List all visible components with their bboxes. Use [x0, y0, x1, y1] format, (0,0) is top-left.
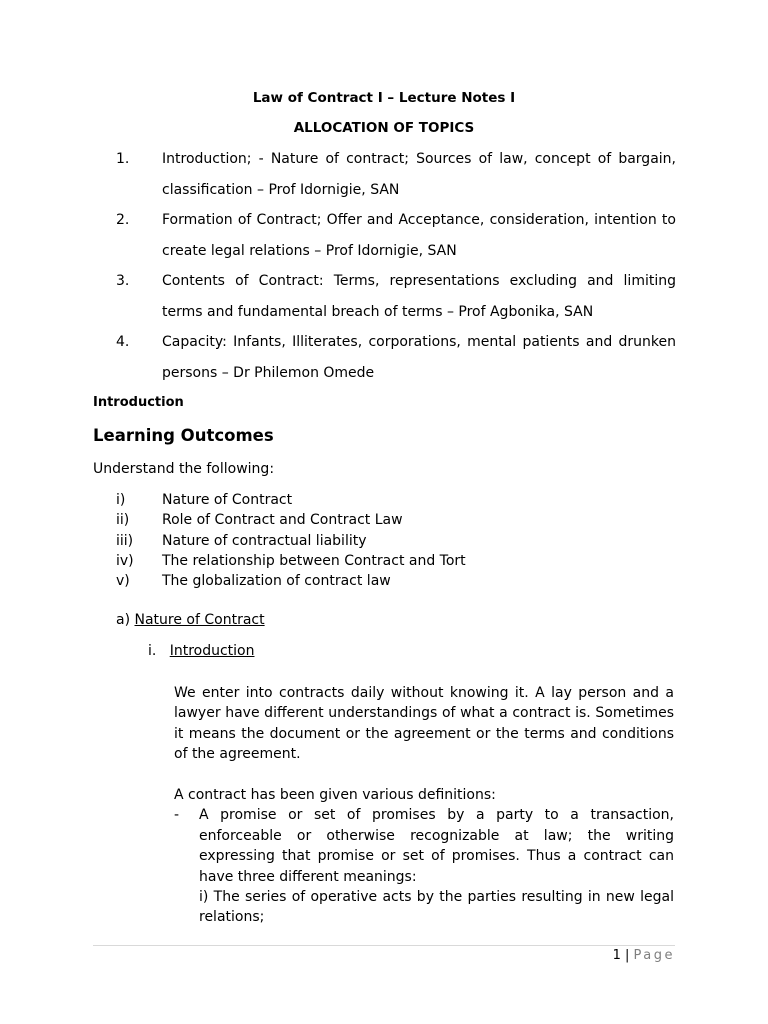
section-a-heading — [116, 612, 265, 628]
outcome-number: v) — [116, 573, 130, 590]
bullet-subtext: i) The series of operative acts by the parties resulting in new legal relations; — [199, 889, 674, 926]
outcome-text: The relationship between Contract and Tort — [162, 552, 466, 569]
outcome-item — [116, 510, 676, 530]
outcome-text: The globalization of contract law — [162, 573, 391, 590]
section-i-label: Introduction — [169, 643, 255, 659]
document-subtitle: ALLOCATION OF TOPICS — [293, 120, 475, 136]
outcome-text: Nature of contractual liability — [162, 532, 367, 549]
definitions-block — [174, 785, 674, 928]
page-footer — [613, 948, 675, 963]
learning-outcomes-heading: Learning Outcomes — [93, 426, 274, 445]
outcome-text: Nature of Contract — [162, 492, 293, 508]
understand-text: Understand the following: — [93, 461, 275, 477]
section-a-label: Nature of Contract — [134, 612, 265, 628]
outcome-number: i) — [116, 492, 126, 508]
section-i-prefix: i. — [148, 643, 157, 659]
paragraph: A contract has been given various definitions: — [174, 787, 496, 803]
outcome-number: iii) — [116, 532, 134, 549]
paragraph: We enter into contracts daily without knowing it. A lay person and a lawyer have different understandings of what a contract is. Sometimes it means the document or the agreement or the terms and conditions of the agreement. — [174, 685, 674, 763]
outcome-item — [116, 571, 676, 591]
topic-text: Introduction; - Nature of contract; Sources of law, concept of bargain, classification – Prof Idornigie, SAN — [162, 151, 676, 198]
outcome-item — [116, 551, 676, 571]
outcomes-list — [116, 490, 676, 591]
outcome-item — [116, 490, 676, 510]
topic-number: 2. — [116, 212, 130, 228]
bullet-dash: - — [174, 807, 180, 824]
section-i-heading — [148, 643, 254, 659]
topic-number: 3. — [116, 273, 130, 289]
topic-text: Contents of Contract: Terms, representations excluding and limiting terms and fundamental breach of terms – Prof Agbonika, SAN — [162, 273, 676, 320]
page-number: 1 — [612, 948, 621, 963]
bullet-text: A promise or set of promises by a party to a transaction, enforceable or otherwise recognizable at law; the writing expressing that promise or set of promises. Thus a contract can have three different meanings: — [199, 807, 674, 885]
topic-number: 1. — [116, 151, 130, 167]
topic-item — [116, 327, 676, 388]
topic-text: Formation of Contract; Offer and Acceptance, consideration, intention to create legal relations – Prof Idornigie, SAN — [162, 212, 676, 259]
footer-separator: | — [624, 948, 630, 963]
outcome-item — [116, 531, 676, 551]
page-label: Page — [633, 948, 675, 963]
outcome-number: ii) — [116, 512, 130, 529]
footer-divider — [93, 945, 675, 946]
outcome-number: iv) — [116, 552, 134, 569]
topic-number: 4. — [116, 334, 130, 350]
section-a-prefix: a) — [116, 612, 131, 628]
introduction-heading: Introduction — [93, 395, 184, 410]
document-title: Law of Contract I – Lecture Notes I — [252, 90, 516, 106]
topic-text: Capacity: Infants, Illiterates, corporations, mental patients and drunken persons – Dr Philemon Omede — [162, 334, 676, 381]
definition-bullet — [174, 805, 674, 927]
topic-item — [116, 205, 676, 266]
topic-item — [116, 266, 676, 327]
outcome-text: Role of Contract and Contract Law — [162, 512, 403, 529]
topic-item — [116, 144, 676, 205]
